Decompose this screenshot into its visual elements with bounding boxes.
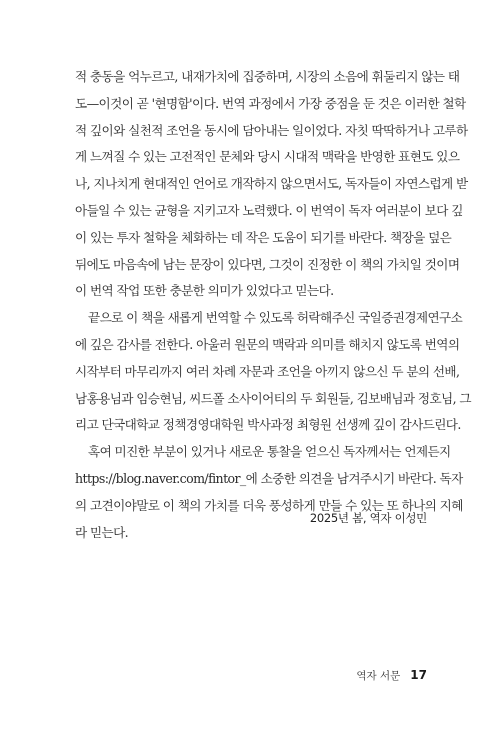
translator-signature: 2025년 봄, 역자 이성민	[309, 511, 427, 525]
running-footer-section: 역자 서문	[356, 670, 401, 682]
text-line: 이 번역 작업 또한 충분한 의미가 있었다고 믿는다.	[75, 283, 334, 299]
text-line: 시작부터 마무리까지 여러 차례 자문과 조언을 아끼지 않으신 두 분의 선배,	[75, 363, 460, 379]
text-line: 나, 지나치게 현대적인 언어로 개작하지 않으면서도, 독자들이 자연스럽게 받	[75, 176, 468, 192]
text-line: 남홍용님과 임승현님, 씨드폴 소사이어티의 두 회원들, 김보배님과 정호님, 그	[75, 390, 471, 406]
text-line: 아들일 수 있는 균형을 지키고자 노력했다. 이 번역이 독자 여러분이 보다 깊	[75, 202, 463, 218]
text-line: 의 고견이야말로 이 책의 가치를 더욱 풍성하게 만들 수 있는 또 하나의 지혜	[75, 497, 463, 513]
text-line: 리고 단국대학교 정책경영대학원 박사과정 최형원 선생께 깊이 감사드린다.	[75, 417, 461, 433]
text-line: 라 믿는다.	[75, 524, 129, 540]
body-text	[75, 64, 471, 546]
text-line: 게 느껴질 수 있는 고전적인 문체와 당시 시대적 맥락을 반영한 표현도 있으	[75, 149, 460, 165]
text-line: 적 깊이와 실천적 조언을 동시에 담아내는 일이었다. 자칫 딱딱하거나 고루하	[75, 122, 468, 138]
text-line: 끝으로 이 책을 새롭게 번역할 수 있도록 허락해주신 국일증권경제연구소	[88, 310, 463, 326]
text-line: 뒤에도 마음속에 남는 문장이 있다면, 그것이 진정한 이 책의 가치일 것이며	[75, 256, 460, 272]
text-line: 이 있는 투자 철학을 체화하는 데 작은 도움이 되기를 바란다. 책장을 덮은	[75, 229, 452, 245]
text-line: https://blog.naver.com/fintor_에 소중한 의견을 남겨주시기 바란다. 독자	[75, 470, 463, 486]
text-line: 혹여 미진한 부분이 있거나 새로운 통찰을 얻으신 독자께서는 언제든지	[88, 444, 451, 460]
page-number: 17	[410, 668, 427, 682]
text-line: 에 깊은 감사를 전한다. 아울러 원문의 맥락과 의미를 해치지 않도록 번역의	[75, 336, 460, 352]
page-footer	[356, 668, 427, 683]
text-line: 적 충동을 억누르고, 내재가치에 집중하며, 시장의 소음에 휘둘리지 않는 태	[75, 69, 460, 84]
text-line: 도—이것이 곧 '현명함'이다. 번역 과정에서 가장 중점을 둔 것은 이러한 철학	[75, 95, 466, 111]
